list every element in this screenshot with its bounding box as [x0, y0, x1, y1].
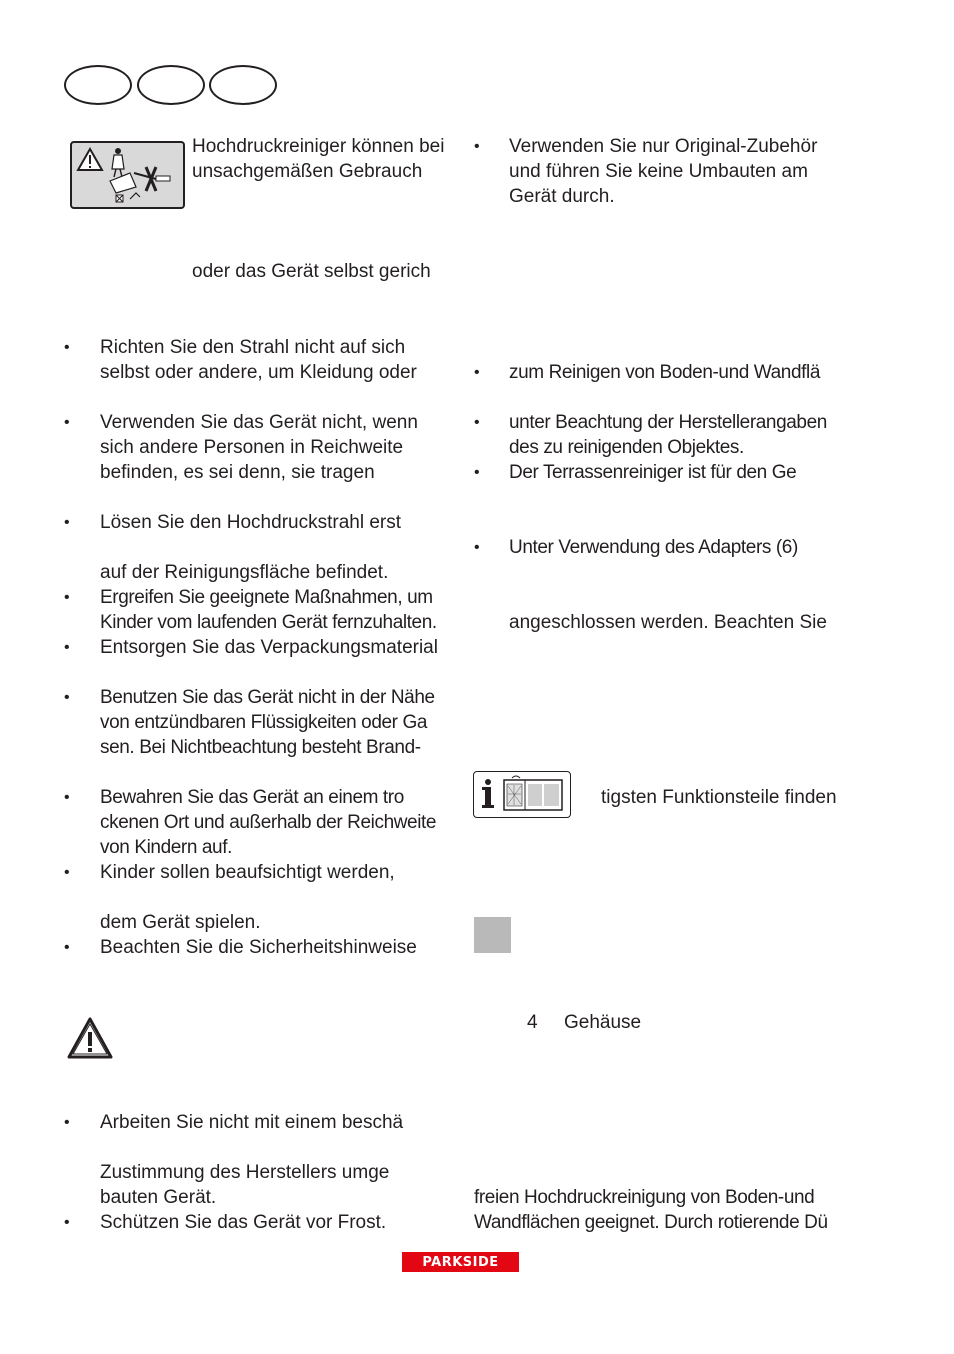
bullet: • [64, 939, 70, 956]
bullet: • [64, 589, 70, 606]
right-line: und führen Sie keine Umbauten am [509, 161, 808, 182]
bullet: • [474, 539, 480, 556]
left-line: Schützen Sie das Gerät vor Frost. [100, 1212, 387, 1233]
bullet: • [64, 789, 70, 806]
bullet: • [64, 414, 70, 431]
right-line: Der Terrassenreiniger ist für den Ge [509, 462, 797, 483]
logo-text: PARKSIDE [422, 1254, 499, 1270]
left-line: von entzündbaren Flüssigkeiten oder Ga [100, 712, 428, 733]
left-line: sich andere Personen in Reichweite [100, 437, 404, 458]
bullet: • [64, 514, 70, 531]
left-line: Entsorgen Sie das Verpackungsmaterial [100, 637, 438, 658]
warning-pictogram-icon [70, 141, 185, 209]
self-aim-text: oder das Gerät selbst gerich [192, 261, 431, 282]
left-line: bauten Gerät. [100, 1187, 217, 1208]
left-line: Bewahren Sie das Gerät an einem tro [100, 787, 404, 808]
bullet: • [64, 1114, 70, 1131]
language-ovals [64, 65, 276, 103]
right-line: Gerät durch. [509, 186, 615, 207]
bullet: • [64, 339, 70, 356]
right-line: Unter Verwendung des Adapters (6) [509, 537, 798, 558]
left-line: Zustimmung des Herstellers umge [100, 1162, 390, 1183]
left-line: Benutzen Sie das Gerät nicht in der Nähe [100, 687, 435, 708]
bullet: • [64, 1214, 70, 1231]
warning-triangle-icon [66, 1016, 114, 1060]
bullet: • [64, 689, 70, 706]
right-line: tigsten Funktionsteile finden [601, 787, 837, 808]
warning-intro-line-2: unsachgemäßen Gebrauch [192, 161, 423, 182]
bullet: • [474, 364, 480, 381]
left-line: Richten Sie den Strahl nicht auf sich [100, 337, 406, 358]
right-line: angeschlossen werden. Beachten Sie [509, 612, 827, 633]
right-line: Verwenden Sie nur Original-Zubehör [509, 136, 818, 157]
left-line: dem Gerät spielen. [100, 912, 261, 933]
bullet: • [474, 464, 480, 481]
language-oval-3 [209, 65, 277, 105]
bullet: • [64, 864, 70, 881]
bullet: • [474, 414, 480, 431]
parkside-logo [402, 1252, 519, 1272]
left-line: ckenen Ort und außerhalb der Reichweite [100, 812, 437, 833]
left-line: befinden, es sei denn, sie tragen [100, 462, 375, 483]
left-line: selbst oder andere, um Kleidung oder [100, 362, 417, 383]
part-name: Gehäuse [564, 1012, 642, 1033]
right-line: des zu reinigenden Objektes. [509, 437, 744, 458]
bullet: • [474, 138, 480, 155]
left-line: Kinder vom laufenden Gerät fernzuhalten. [100, 612, 437, 633]
language-oval-1 [64, 65, 132, 105]
left-line: Verwenden Sie das Gerät nicht, wenn [100, 412, 418, 433]
right-line: unter Beachtung der Herstellerangaben [509, 412, 827, 433]
left-line: Arbeiten Sie nicht mit einem beschä [100, 1112, 404, 1133]
info-manual-icon [473, 771, 571, 818]
right-line: zum Reinigen von Boden-und Wandflä [509, 362, 821, 383]
left-line: Lösen Sie den Hochdruckstrahl erst [100, 512, 401, 533]
left-line: Kinder sollen beaufsichtigt werden, [100, 862, 395, 883]
bullet: • [64, 639, 70, 656]
left-line: auf der Reinigungsfläche befindet. [100, 562, 389, 583]
section-marker [474, 917, 511, 953]
left-line: Beachten Sie die Sicherheitshinweise [100, 937, 417, 958]
warning-intro-line-1: Hochdruckreiniger können bei [192, 136, 445, 157]
left-line: von Kindern auf. [100, 837, 232, 858]
left-line: sen. Bei Nichtbeachtung besteht Brand- [100, 737, 421, 758]
right-line: Wandflächen geeignet. Durch rotierende Dü [474, 1212, 828, 1233]
language-oval-2 [137, 65, 205, 105]
part-number: 4 [527, 1012, 538, 1033]
left-line: Ergreifen Sie geeignete Maßnahmen, um [100, 587, 433, 608]
right-line: freien Hochdruckreinigung von Boden-und [474, 1187, 815, 1208]
